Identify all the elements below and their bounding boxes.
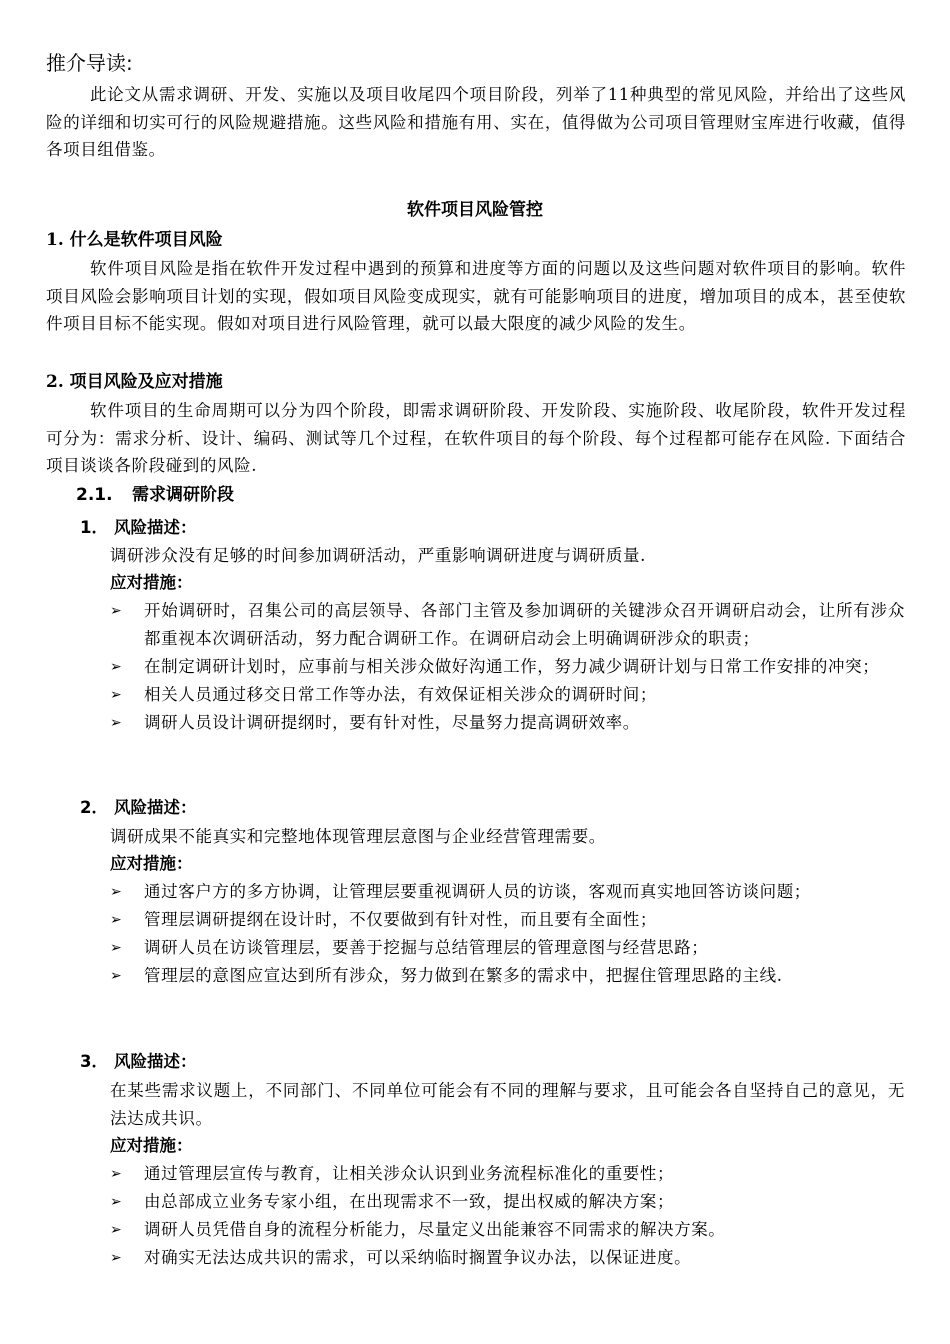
intro-title: 推介导读: bbox=[46, 51, 133, 75]
section-1-paragraph: 软件项目风险是指在软件开发过程中遇到的预算和进度等方面的问题以及这些问题对软件项目的影响。软件项目风险会影响项目计划的实现，假如项目风险变成现实，就有可能影响项目的进度，增加项目的成本，甚至使软件项目目标不能实现。假如对项目进行风险管理，就可以最大限度的减少风险的发生。 bbox=[46, 259, 906, 333]
risk-1-description: 调研涉众没有足够的时间参加调研活动，严重影响调研进度与调研质量. bbox=[110, 546, 646, 565]
risk-2-description: 调研成果不能真实和完整地体现管理层意图与企业经营管理需要。 bbox=[110, 827, 606, 846]
bullet-arrow-icon: ➢ bbox=[110, 1194, 123, 1210]
list-item: ➢ 通过客户方的多方协调，让管理层要重视调研人员的访谈，客观而真实地回答访谈问题； bbox=[108, 878, 905, 906]
risk-3-description: 在某些需求议题上，不同部门、不同单位可能会有不同的理解与要求，且可能会各自坚持自己的意见，无法达成共识。 bbox=[110, 1081, 905, 1128]
list-item: ➢ 通过管理层宣传与教育，让相关涉众认识到业务流程标准化的重要性； bbox=[108, 1160, 905, 1188]
risk-1-heading bbox=[80, 515, 196, 541]
bullet-arrow-icon: ➢ bbox=[110, 884, 123, 900]
list-item: ➢ 开始调研时，召集公司的高层领导、各部门主管及参加调研的关键涉众召开调研启动会，让所有涉众都重视本次调研活动，努力配合调研工作。在调研启动会上明确调研涉众的职责； bbox=[108, 597, 905, 653]
bullet-arrow-icon: ➢ bbox=[110, 603, 123, 619]
risk-label: 风险描述： bbox=[113, 798, 197, 817]
risk-2-measure-label: 应对措施： bbox=[110, 854, 193, 873]
risk-2-measure-list bbox=[108, 878, 905, 990]
risk-1-measure-list bbox=[108, 597, 905, 737]
list-item: ➢ 在制定调研计划时，应事前与相关涉众做好沟通工作，努力减少调研计划与日常工作安排的冲突； bbox=[108, 653, 905, 681]
section-2-paragraph: 软件项目的生命周期可以分为四个阶段，即需求调研阶段、开发阶段、实施阶段、收尾阶段，软件开发过程可分为：需求分析、设计、编码、测试等几个过程，在软件项目的每个阶段、每个过程都可能存在风险. 下面结合项目谈谈各阶段碰到的风险. bbox=[46, 401, 906, 475]
bullet-arrow-icon: ➢ bbox=[110, 968, 123, 984]
document-title: 软件项目风险管控 bbox=[407, 200, 543, 220]
bullet-arrow-icon: ➢ bbox=[110, 1250, 123, 1266]
bullet-arrow-icon: ➢ bbox=[110, 1166, 123, 1182]
bullet-arrow-icon: ➢ bbox=[110, 940, 123, 956]
section-1-heading: 1. 什么是软件项目风险 bbox=[46, 230, 223, 250]
list-item: ➢ 管理层的意图应宣达到所有涉众，努力做到在繁多的需求中，把握住管理思路的主线. bbox=[108, 962, 905, 990]
list-item: ➢ 调研人员在访谈管理层，要善于挖掘与总结管理层的管理意图与经营思路； bbox=[108, 934, 905, 962]
bullet-arrow-icon: ➢ bbox=[110, 1222, 123, 1238]
list-item: ➢ 管理层调研提纲在设计时，不仅要做到有针对性，而且要有全面性； bbox=[108, 906, 905, 934]
subsection-heading bbox=[76, 482, 234, 508]
bullet-arrow-icon: ➢ bbox=[110, 912, 123, 928]
list-item: ➢ 相关人员通过移交日常工作等办法，有效保证相关涉众的调研时间； bbox=[108, 681, 905, 709]
list-item: ➢ 由总部成立业务专家小组，在出现需求不一致，提出权威的解决方案； bbox=[108, 1188, 905, 1216]
list-item: ➢ 调研人员设计调研提纲时，要有针对性，尽量努力提高调研效率。 bbox=[108, 709, 905, 737]
risk-1-measure-label: 应对措施： bbox=[110, 573, 193, 592]
list-item: ➢ 对确实无法达成共识的需求，可以采纳临时搁置争议办法，以保证进度。 bbox=[108, 1244, 905, 1272]
risk-number: 1． bbox=[80, 518, 108, 537]
risk-3-measure-list bbox=[108, 1160, 905, 1272]
bullet-arrow-icon: ➢ bbox=[110, 715, 123, 731]
risk-3-measure-label: 应对措施： bbox=[110, 1136, 193, 1155]
bullet-arrow-icon: ➢ bbox=[110, 687, 123, 703]
risk-3-heading bbox=[80, 1049, 196, 1075]
risk-number: 3． bbox=[80, 1052, 108, 1071]
risk-label: 风险描述： bbox=[113, 518, 197, 537]
section-2-heading: 2. 项目风险及应对措施 bbox=[46, 372, 223, 392]
subsection-number: 2.1. bbox=[76, 485, 113, 505]
subsection-title: 需求调研阶段 bbox=[132, 485, 234, 505]
intro-paragraph: 此论文从需求调研、开发、实施以及项目收尾四个项目阶段，列举了11种典型的常见风险，并给出了这些风险的详细和切实可行的风险规避措施。这些风险和措施有用、实在，值得做为公司项目管理财宝库进行收藏，值得各项目组借鉴。 bbox=[46, 85, 906, 159]
bullet-arrow-icon: ➢ bbox=[110, 659, 123, 675]
risk-2-heading bbox=[80, 795, 196, 821]
risk-label: 风险描述： bbox=[113, 1052, 197, 1071]
list-item: ➢ 调研人员凭借自身的流程分析能力，尽量定义出能兼容不同需求的解决方案。 bbox=[108, 1216, 905, 1244]
risk-number: 2． bbox=[80, 798, 108, 817]
